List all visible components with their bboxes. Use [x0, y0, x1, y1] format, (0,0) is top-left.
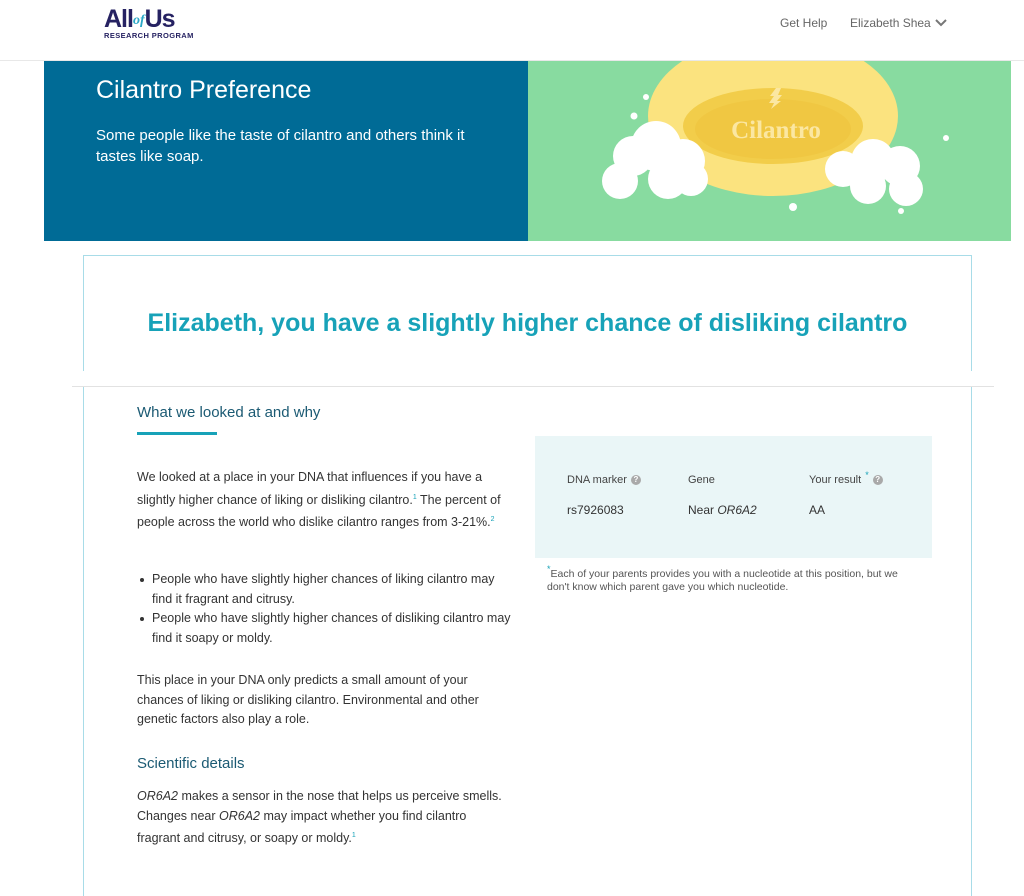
gene-value: Near OR6A2: [688, 503, 757, 517]
intro-paragraph: We looked at a place in your DNA that influences if you have a slightly higher chance of liking or disliking cilantro.$^1$ The percent of people across the world who dislike cilantro ranges from 3-21%.$^2$: [137, 470, 501, 530]
soap-bar-icon: [528, 61, 1011, 241]
logo-wordmark: AllofUs: [104, 5, 175, 33]
all-of-us-logo[interactable]: [104, 6, 204, 42]
scientific-paragraph: OR6A2 makes a sensor in the nose that helps us perceive smells. Changes near OR6A2 may impact whether you find cilantro fragrant and citrusy, or soapy or moldy.$^1$: [137, 789, 502, 846]
user-menu[interactable]: [850, 16, 947, 30]
column-header-gene: Gene: [688, 474, 715, 486]
soap-illustration: [528, 61, 1011, 241]
column-header-dna-marker: DNA marker ?: [567, 474, 641, 486]
user-name: Elizabeth Shea: [850, 16, 931, 30]
help-icon[interactable]: ?: [631, 475, 641, 485]
help-icon[interactable]: ?: [873, 475, 883, 485]
hero-banner: [44, 61, 528, 241]
limitation-paragraph: This place in your DNA only predicts a small amount of your chances of liking or disliking cilantro. Environmental and other genetic factors also play a role.: [137, 673, 479, 726]
reference-link[interactable]: 1: [351, 832, 356, 839]
dna-marker-value: rs7926083: [567, 503, 624, 517]
reference-link[interactable]: 1: [412, 493, 417, 501]
divider-gap-left: [72, 371, 84, 387]
page-subtitle: Some people like the taste of cilantro and others think it tastes like soap.: [96, 127, 465, 165]
section-underline: [137, 432, 217, 435]
divider-gap-right: [969, 371, 994, 387]
svg-text:Cilantro: Cilantro: [731, 117, 821, 144]
logo-subtitle: RESEARCH PROGRAM: [104, 31, 194, 40]
result-heading: Elizabeth, you have a slightly higher chance of disliking cilantro: [147, 309, 908, 337]
list-item: People who have slightly higher chances of disliking cilantro may find it soapy or moldy.: [137, 609, 517, 648]
dna-result-table: [535, 436, 932, 558]
chevron-down-icon: [935, 19, 947, 27]
section-title-scientific-details: Scientific details: [137, 755, 245, 772]
preference-list: [137, 570, 517, 648]
get-help-link[interactable]: Get Help: [780, 16, 828, 30]
section-divider: [72, 386, 994, 387]
column-header-your-result: Your result * ?: [809, 474, 883, 486]
site-header: [0, 0, 1024, 61]
list-item: People who have slightly higher chances of liking cilantro may find it fragrant and citrusy.: [137, 570, 517, 609]
reference-link[interactable]: 2: [490, 516, 495, 524]
page-title: Cilantro Preference: [96, 76, 312, 104]
section-title-what-we-looked-at: What we looked at and why: [137, 404, 321, 421]
footnote: *Each of your parents provides you with a nucleotide at this position, but we don't know which parent gave you which nucleotide.: [547, 564, 898, 593]
result-value: AA: [809, 503, 826, 517]
